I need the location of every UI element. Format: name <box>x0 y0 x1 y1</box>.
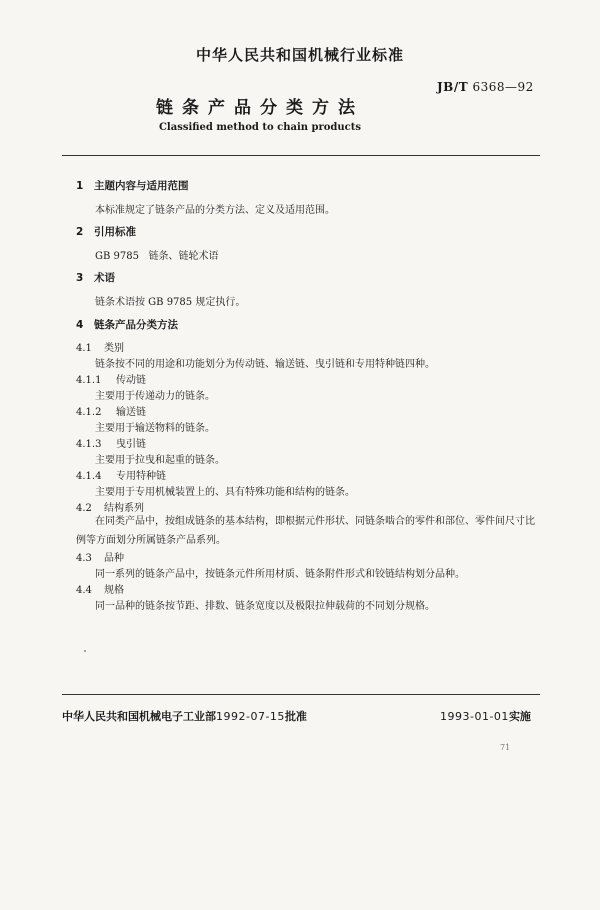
section-number: 4.1 <box>76 343 92 354</box>
effective-suffix: 实施 <box>508 710 531 723</box>
section-4-3-heading <box>76 549 124 564</box>
section-4-1-4-text: 主要用于专用机械装置上的、具有特殊功能和结构的链条。 <box>95 487 355 498</box>
section-title: 专用特种链 <box>116 471 166 482</box>
section-1-heading <box>76 178 189 193</box>
scan-speck <box>84 650 86 652</box>
section-number: 3 <box>76 272 84 284</box>
section-title: 类别 <box>104 343 124 354</box>
section-number: 4.1.3 <box>76 439 102 450</box>
document-title: 链条产品分类方法 <box>156 98 364 118</box>
section-2-heading <box>76 224 136 239</box>
section-title: 结构系列 <box>104 503 144 514</box>
code-number: 6368—92 <box>472 80 534 94</box>
section-title: 曳引链 <box>116 439 146 450</box>
approval-date: 1992-07-15 <box>216 710 285 723</box>
section-4-1-4-heading <box>76 467 166 482</box>
section-title: 引用标准 <box>94 226 136 238</box>
section-title: 术语 <box>94 272 115 284</box>
section-4-1-1-text: 主要用于传递动力的链条。 <box>95 391 215 402</box>
section-4-heading <box>76 317 178 332</box>
standard-code <box>437 80 534 94</box>
section-4-4-heading <box>76 581 124 596</box>
approval-line <box>62 708 307 724</box>
section-number: 4.1.1 <box>76 375 102 386</box>
section-2-text: GB 9785 链条、链轮术语 <box>95 251 219 262</box>
footer-divider <box>62 694 540 695</box>
section-1-text: 本标准规定了链条产品的分类方法、定义及适用范围。 <box>95 205 335 216</box>
section-number: 4.4 <box>76 585 92 596</box>
section-4-1-1-heading <box>76 371 146 386</box>
section-4-1-2-text: 主要用于输送物料的链条。 <box>95 423 215 434</box>
section-number: 4 <box>76 319 84 331</box>
section-4-1-heading <box>76 339 124 354</box>
section-number: 4.1.2 <box>76 407 102 418</box>
section-4-1-text: 链条按不同的用途和功能划分为传动链、输送链、曳引链和专用特种链四种。 <box>95 359 435 370</box>
header-divider <box>62 155 540 156</box>
section-4-1-3-heading <box>76 435 146 450</box>
page-number: 71 <box>500 743 511 752</box>
approval-suffix: 批准 <box>284 710 307 723</box>
section-number: 2 <box>76 226 84 238</box>
section-title: 品种 <box>104 553 124 564</box>
section-4-4-text: 同一品种的链条按节距、排数、链条宽度以及极限拉伸载荷的不同划分规格。 <box>95 601 435 612</box>
section-4-2-text: 在同类产品中，按组成链条的基本结构，即根据元件形状、同链条啮合的零件和部位、零件间尺寸比例等方面划分所属链条产品系列。 <box>76 516 535 546</box>
section-number: 4.3 <box>76 553 92 564</box>
issuing-body: 中华人民共和国机械行业标准 <box>195 46 404 64</box>
effective-line <box>440 708 531 724</box>
section-4-1-2-heading <box>76 403 146 418</box>
section-title: 输送链 <box>116 407 146 418</box>
section-3-heading <box>76 270 115 285</box>
section-title: 主题内容与适用范围 <box>94 180 189 192</box>
section-4-3-text: 同一系列的链条产品中，按链条元件所用材质、链条附件形式和铰链结构划分品种。 <box>95 569 465 580</box>
section-number: 4.2 <box>76 503 92 514</box>
section-3-text: 链条术语按 GB 9785 规定执行。 <box>95 297 246 308</box>
effective-date: 1993-01-01 <box>440 710 509 723</box>
section-number: 4.1.4 <box>76 471 102 482</box>
code-prefix: JB/T <box>437 80 469 94</box>
section-4-1-3-text: 主要用于拉曳和起重的链条。 <box>95 455 225 466</box>
section-title: 传动链 <box>116 375 146 386</box>
section-title: 链条产品分类方法 <box>94 319 178 331</box>
approval-org: 中华人民共和国机械电子工业部 <box>62 710 216 723</box>
section-number: 1 <box>76 180 84 192</box>
document-subtitle: Classified method to chain products <box>158 122 362 133</box>
section-title: 规格 <box>104 585 124 596</box>
